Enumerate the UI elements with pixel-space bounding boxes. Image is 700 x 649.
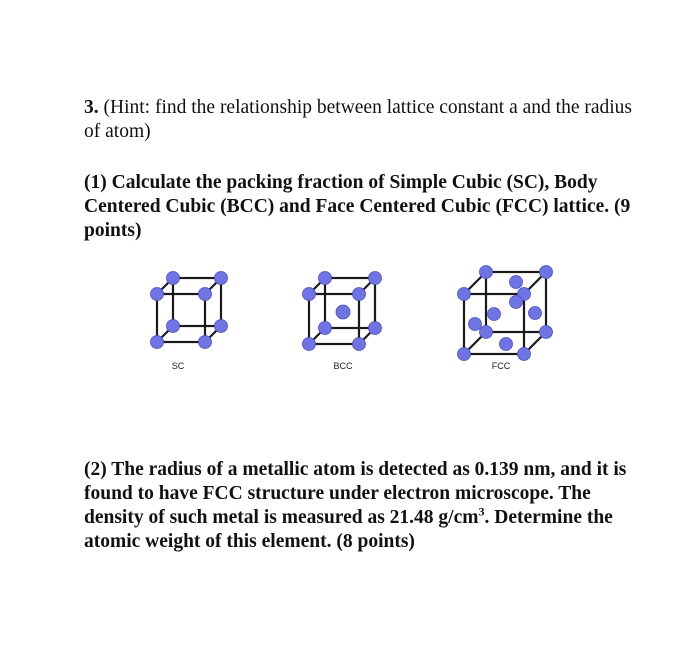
atom-sphere	[540, 266, 553, 279]
part-2-text-main: (2) The radius of a metallic atom is detected as 0.139 nm, and it is found to have FCC structure under electron microscope. The density of such metal is measured as 21.48 g/cm	[84, 459, 627, 528]
atom-sphere	[303, 338, 316, 351]
atom-sphere	[510, 276, 523, 289]
part-2-text	[84, 458, 644, 554]
atom-sphere	[369, 322, 382, 335]
atom-sphere	[167, 272, 180, 285]
atom-sphere	[353, 288, 366, 301]
atom-sphere	[469, 318, 482, 331]
question-number: 3.	[84, 97, 99, 118]
atom-sphere	[369, 272, 382, 285]
bcc-lattice-diagram	[297, 266, 389, 358]
atom-sphere	[458, 348, 471, 361]
sc-label: SC	[171, 361, 185, 371]
sc-lattice-diagram	[145, 266, 235, 356]
atom-sphere	[529, 307, 542, 320]
atom-sphere	[215, 320, 228, 333]
atom-sphere	[151, 336, 164, 349]
atom-sphere	[199, 288, 212, 301]
atom-sphere	[480, 266, 493, 279]
question-hint: (Hint: find the relationship between lattice constant a and the radius of atom)	[84, 97, 632, 142]
atom-sphere	[319, 272, 332, 285]
atom-sphere	[518, 348, 531, 361]
atom-sphere	[500, 338, 513, 351]
atom-sphere	[151, 288, 164, 301]
part-1-text: (1) Calculate the packing fraction of Simple Cubic (SC), Body Centered Cubic (BCC) and Face Centered Cubic (FCC) lattice. (9 points)	[84, 172, 631, 241]
fcc-lattice-diagram	[450, 262, 560, 362]
atom-sphere	[336, 305, 350, 319]
fcc-label: FCC	[491, 361, 511, 371]
bcc-label: BCC	[333, 361, 353, 371]
unit-superscript: 3	[478, 504, 485, 519]
atom-sphere	[480, 326, 493, 339]
atom-sphere	[215, 272, 228, 285]
atom-sphere	[167, 320, 180, 333]
atom-sphere	[540, 326, 553, 339]
atom-sphere	[353, 338, 366, 351]
atom-sphere	[488, 308, 501, 321]
atom-sphere	[510, 296, 523, 309]
atom-sphere	[458, 288, 471, 301]
question-header	[84, 96, 644, 144]
atom-sphere	[303, 288, 316, 301]
atom-sphere	[319, 322, 332, 335]
part-2-text-end: . Determine the atomic weight of this element. (8 points)	[84, 507, 613, 552]
atom-sphere	[199, 336, 212, 349]
